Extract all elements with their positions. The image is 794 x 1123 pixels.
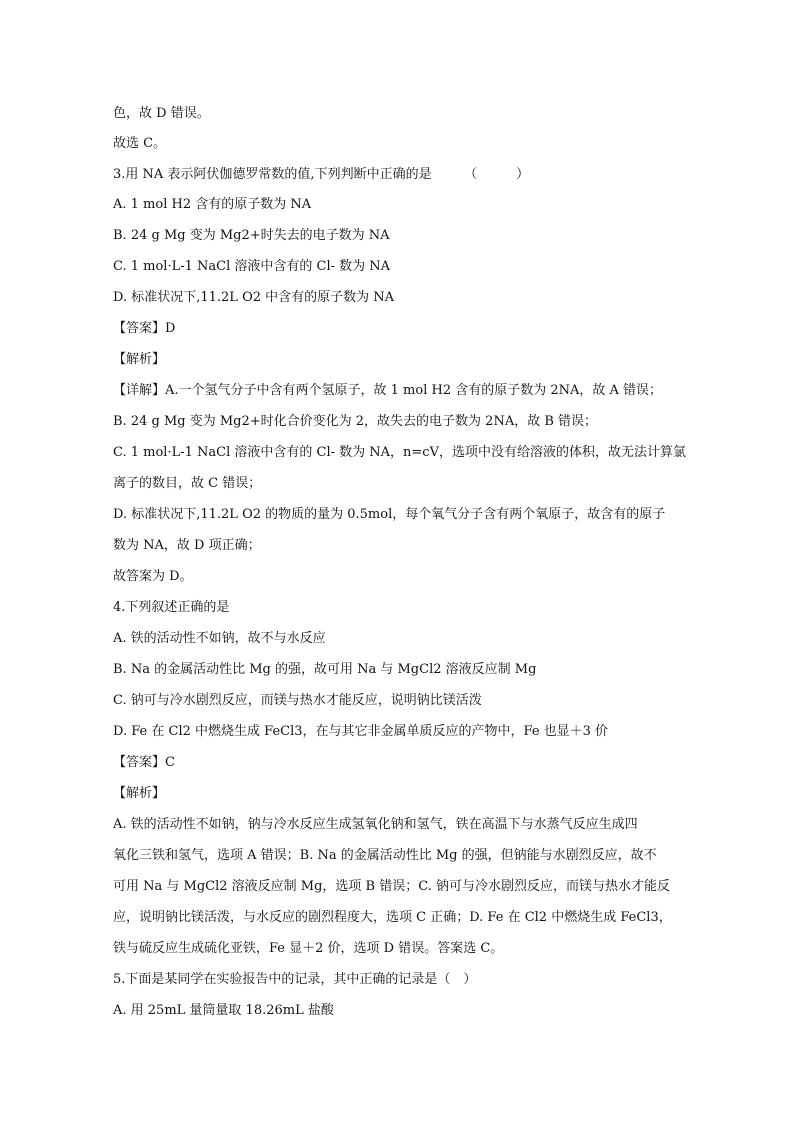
q4-explanation-line: 氧化三铁和氢气，选项 A 错误；B. Na 的金属活动性比 Mg 的强，但钠能与水剧烈反应，故不 [113, 848, 657, 863]
q3-explanation-line: 【详解】A.一个氢气分子中含有两个氢原子，故 1 mol H2 含有的原子数为 2NA，故 A 错误； [113, 383, 663, 398]
q3-explanation-line: 数为 NA，故 D 项正确； [113, 538, 261, 553]
question-4-stem: 4.下列叙述正确的是 [113, 600, 230, 615]
text-line: 色，故 D 错误。 [113, 106, 210, 121]
q3-explanation-line: 离子的数目，故 C 错误； [113, 476, 262, 491]
q4-option-a: A. 铁的活动性不如钠，故不与水反应 [113, 631, 326, 646]
q4-explanation-line: A. 铁的活动性不如钠，钠与冷水反应生成氢氧化钠和氢气，铁在高温下与水蒸气反应生成四 [113, 817, 638, 832]
q3-explanation-line: B. 24 g Mg 变为 Mg2+时化合价变化为 2，故失去的电子数为 2NA，故 B 错误； [113, 414, 598, 429]
q3-option-d: D. 标准状况下,11.2L O2 中含有的原子数为 NA [113, 290, 395, 305]
q5-option-a: A. 用 25mL 量筒量取 18.26mL 盐酸 [113, 1003, 334, 1018]
q3-option-b: B. 24 g Mg 变为 Mg2+时失去的电子数为 NA [113, 228, 390, 243]
q4-analysis-heading: 【解析】 [113, 786, 166, 801]
q3-explanation-line: C. 1 mol·L-1 NaCl 溶液中含有的 Cl- 数为 NA，n=cV，选项中没有给溶液的体积，故无法计算氯 [113, 445, 686, 460]
text-line: 故选 C。 [113, 136, 167, 151]
q4-option-c: C. 钠可与冷水剧烈反应，而镁与热水才能反应，说明钠比镁活泼 [113, 693, 482, 708]
q4-option-d: D. Fe 在 Cl2 中燃烧生成 FeCl3，在与其它非金属单质反应的产物中，Fe 也显＋3 价 [113, 724, 609, 739]
q4-explanation-line: 铁与硫反应生成硫化亚铁，Fe 显＋2 价，选项 D 错误。答案选 C。 [113, 941, 504, 956]
q3-option-c: C. 1 mol·L-1 NaCl 溶液中含有的 Cl- 数为 NA [113, 259, 391, 274]
q4-explanation-line: 可用 Na 与 MgCl2 溶液反应制 Mg，选项 B 错误；C. 钠可与冷水剧烈反应，而镁与热水才能反 [113, 879, 670, 894]
q3-answer: 【答案】D [113, 321, 176, 336]
q3-conclusion: 故答案为 D。 [113, 569, 193, 584]
q4-explanation-line: 应，说明钠比镁活泼，与水反应的剧烈程度大，选项 C 正确；D. Fe 在 Cl2 中燃烧生成 FeCl3， [113, 910, 672, 925]
question-5-stem: 5.下面是某同学在实验报告中的记录，其中正确的记录是（ ） [113, 972, 477, 987]
q3-explanation-line: D. 标准状况下,11.2L O2 的物质的量为 0.5mol，每个氧气分子含有两个氧原子，故含有的原子 [113, 507, 666, 522]
q3-analysis-heading: 【解析】 [113, 352, 166, 367]
q4-answer: 【答案】C [113, 755, 175, 770]
q4-option-b: B. Na 的金属活动性比 Mg 的强，故可用 Na 与 MgCl2 溶液反应制 Mg [113, 662, 537, 677]
question-3-stem: 3.用 NA 表示阿伏伽德罗常数的值,下列判断中正确的是 （ ） [113, 167, 530, 182]
q3-option-a: A. 1 mol H2 含有的原子数为 NA [113, 197, 312, 212]
